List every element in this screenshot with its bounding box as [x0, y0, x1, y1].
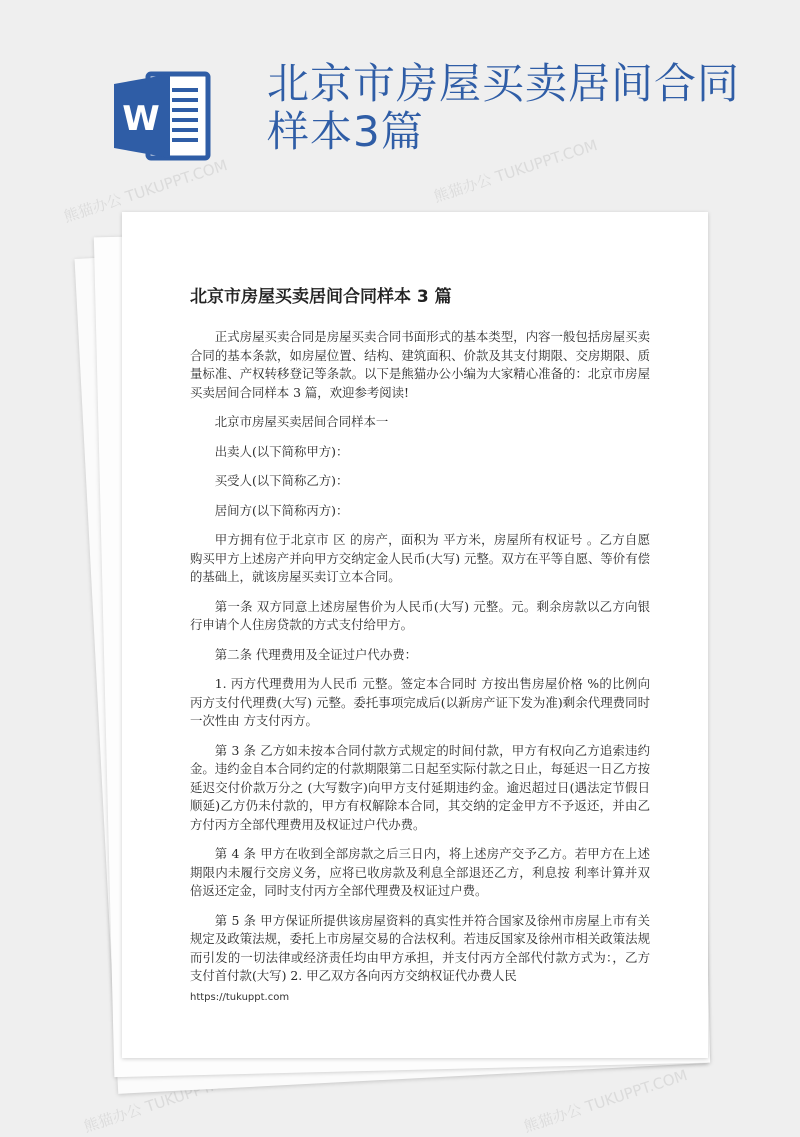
intro-paragraph: 正式房屋买卖合同是房屋买卖合同书面形式的基本类型，内容一般包括房屋买卖合同的基本条款，如房屋位置、结构、建筑面积、价款及其支付期限、交房期限、质量标准、产权转移登记等条款。以下是熊猫办公小编为大家精心准备的：北京市房屋买卖居间合同样本 3 篇，欢迎参考阅读!	[190, 329, 650, 400]
watermark: 熊猫办公 TUKUPPT.COM	[61, 156, 230, 226]
document-page	[122, 212, 708, 1058]
seller-line: 出卖人(以下简称甲方)：	[214, 443, 349, 459]
contract-paragraph: 1. 丙方代理费用为人民币 元整。签定本合同时 方按出售房屋价格 %的比例向丙方支付代理费(大写) 元整。委托事项完成后(以新房产证下发为准)剩余代理费同时一次性由 方支付丙方。	[190, 676, 650, 728]
section-heading: 北京市房屋买卖居间合同样本一	[214, 414, 389, 429]
contract-paragraph: 第二条 代理费用及全证过户代办费：	[214, 646, 417, 662]
watermark: 熊猫办公 TUKUPPT.COM	[521, 1066, 690, 1136]
banner-title: 北京市房屋买卖居间合同样本3篇	[267, 59, 741, 156]
contract-paragraph: 第 3 条 乙方如未按本合同付款方式规定的时间付款，甲方有权向乙方追索违约金。违约金自本合同约定的付款期限第二日起至实际付款之日止，每延迟一日乙方按延迟交付价款万分之 (大写数字)向甲方支付延期违约金。逾迟超过日(遇法定节假日顺延)乙方仍未付款的，甲方有权解除本合同，其交纳的定金甲方不予返还，并由乙方付丙方全部代理费用及权证过户代办费。	[190, 742, 650, 832]
contract-paragraph: 甲方拥有位于北京市 区 的房产，面积为 平方米，房屋所有权证号 。乙方自愿购买甲方上述房产并向甲方交纳定金人民币(大写) 元整。双方在平等自愿、等价有偿的基础上，就该房屋买卖订立本合同。	[190, 532, 650, 584]
agent-line: 居间方(以下简称丙方)：	[214, 502, 349, 518]
document-body	[190, 328, 650, 997]
watermark: 熊猫办公 TUKUPPT.COM	[431, 136, 600, 206]
contract-paragraph: 第 4 条 甲方在收到全部房款之后三日内，将上述房产交予乙方。若甲方在上述期限内未履行交房义务，应将已收房款及利息全部退还乙方，利息按 利率计算并双倍返还定金，同时支付丙方全部代理费及权证过户费。	[190, 846, 650, 898]
contract-paragraph: 第一条 双方同意上述房屋售价为人民币(大写) 元整。元。剩余房款以乙方向银行申请个人住房贷款的方式支付给甲方。	[190, 598, 650, 632]
document-title: 北京市房屋买卖居间合同样本 3 篇	[190, 287, 452, 307]
footer-url[interactable]: https://tukuppt.com	[190, 992, 290, 1003]
watermark: 熊猫办公 TUKUPPT.COM	[81, 1066, 250, 1136]
contract-paragraph: 第 5 条 甲方保证所提供该房屋资料的真实性并符合国家及徐州市房屋上市有关规定及政策法规，委托上市房屋交易的合法权利。若违反国家及徐州市相关政策法规而引发的一切法律或经济责任均由甲方承担，并支付丙方全部代付款方式为：，乙方支付首付款(大写) 2. 甲乙双方各向丙方交纳权证代办费人民	[190, 912, 650, 983]
svg-text:W: W	[122, 99, 160, 139]
buyer-line: 买受人(以下简称乙方)：	[214, 473, 349, 488]
word-document-icon	[110, 68, 214, 164]
